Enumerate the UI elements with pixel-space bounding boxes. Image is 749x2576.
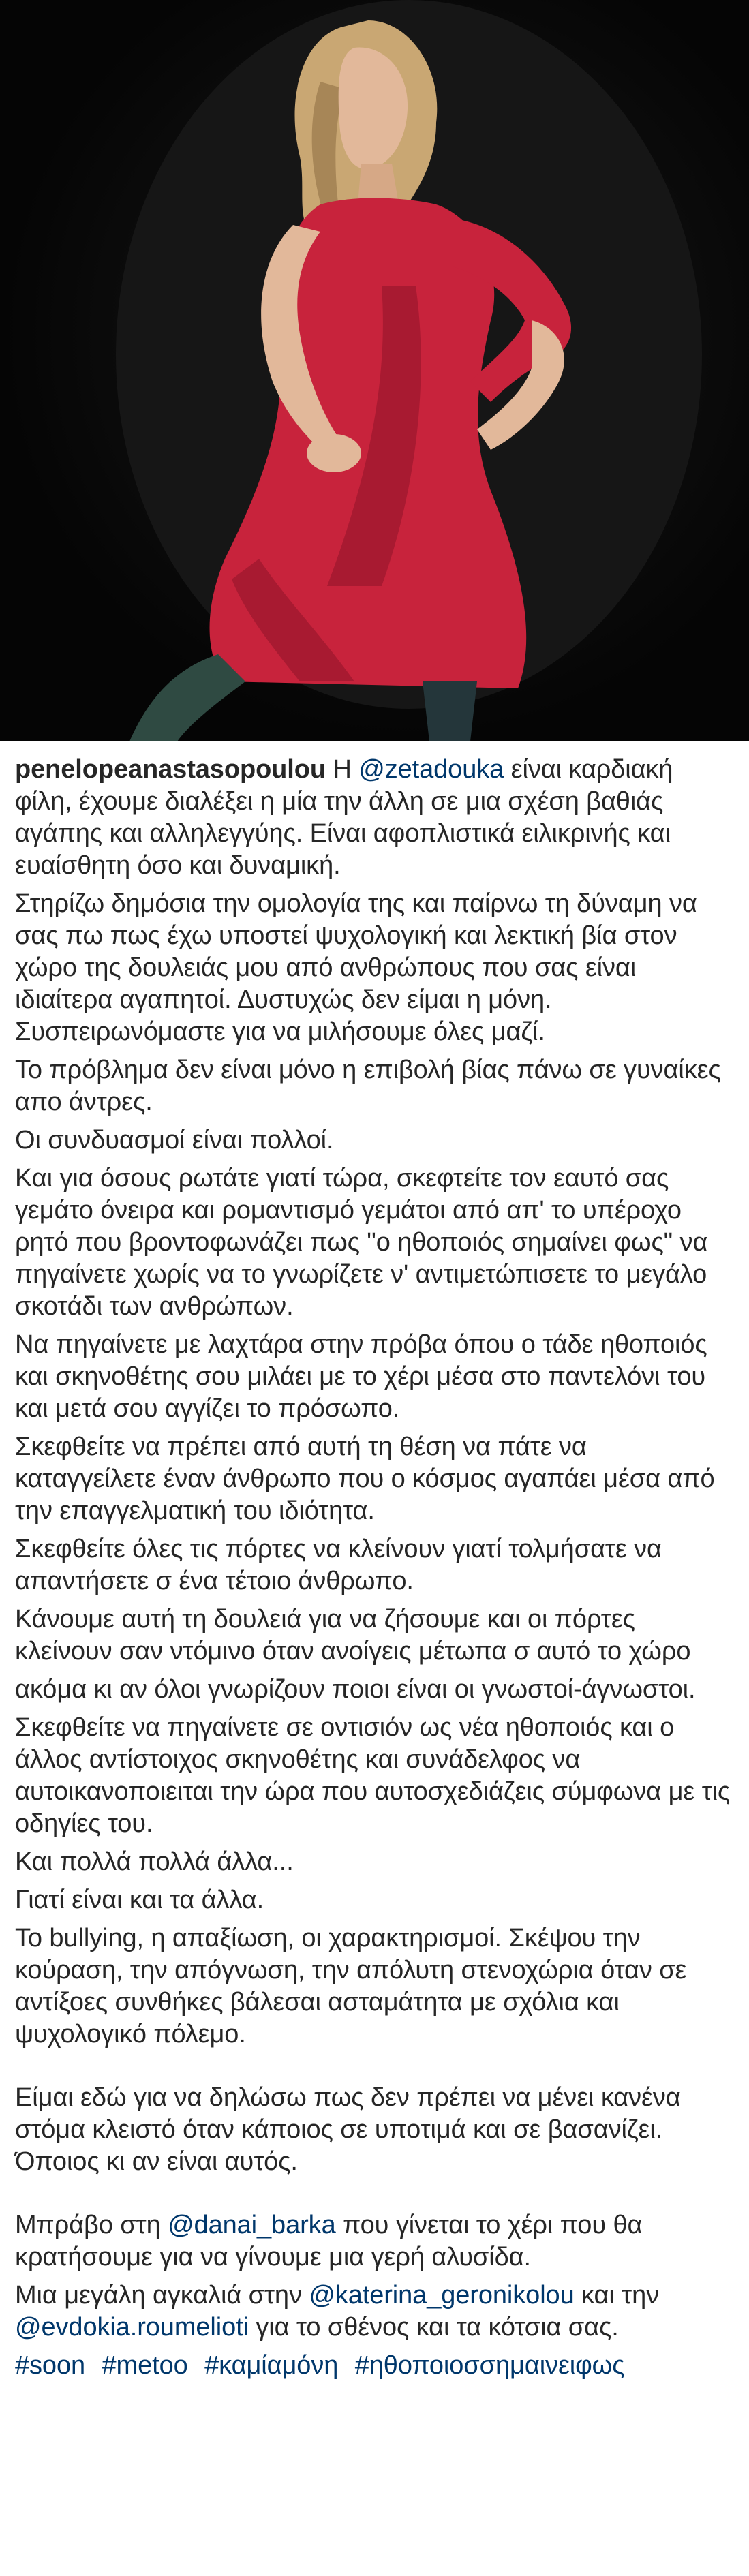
caption-paragraph: Είμαι εδώ για να δηλώσω πως δεν πρέπει να μένει κανένα στόμα κλειστό όταν κάποιος σε υποτιμά και σε βασανίζει. Όποιος κι αν είναι αυτός. (15, 2083, 681, 2176)
caption-text: Μπράβο στη (15, 2211, 168, 2239)
caption-paragraph: ακόμα κι αν όλοι γνωρίζουν ποιοι είναι οι γνωστοί-άγνωστοι. (15, 1675, 696, 1704)
caption-paragraph: Και πολλά πολλά άλλα... (15, 1847, 294, 1876)
hashtag-link[interactable]: #metoo (102, 2351, 188, 2380)
mention-link[interactable]: @danai_barka (168, 2211, 336, 2239)
mention-link[interactable]: @katerina_geronikolou (309, 2281, 575, 2310)
caption-paragraph: Κάνουμε αυτή τη δουλειά για να ζήσουμε και οι πόρτες κλείνουν σαν ντόμινο όταν ανοίγεις μέτωπα σ αυτό το χώρο (15, 1605, 691, 1666)
caption-paragraph: Το πρόβλημα δεν είναι μόνο η επιβολή βίας πάνω σε γυναίκες απο άντρες. (15, 1056, 721, 1116)
caption-paragraph: Σκεφθείτε να πηγαίνετε σε οντισιόν ως νέα ηθοποιός και ο άλλος αντίστοιχος σκηνοθέτης και συνάδελφος να αυτοικανοποιειται την ώρα που αυτοσχεδιάζεις σύμφωνα με τις οδηγίες του. (15, 1713, 731, 1838)
mention-link[interactable]: @zetadouka (358, 755, 504, 784)
caption-text: είναι καρδιακή φίλη, έχουμε διαλέξει η μία την άλλη σε μια σχέση βαθιάς αγάπης και αλληλεγγύης. Είναι αφοπλιστικά ειλικρινής και ευαίσθητη όσο και δυναμική. (15, 755, 673, 880)
caption-paragraph: Στηρίζω δημόσια την ομολογία της και παίρνω τη δύναμη να σας πω πως έχω υποστεί ψυχολογική και λεκτική βία στον χώρο της δουλειάς μου από ανθρώπους που σας είναι ιδιαίτερα αγαπητοί. Δυστυχώς δεν είμαι η μόνη. Συσπειρωνόμαστε για να μιλήσουμε όλες μαζί. (15, 889, 697, 1046)
post-caption (0, 741, 749, 2576)
caption-text: Η (325, 755, 359, 784)
post-username[interactable]: penelopeanastasopoulou (15, 755, 326, 784)
caption-paragraph: Οι συνδυασμοί είναι πολλοί. (15, 1126, 334, 1154)
photo-illustration (0, 0, 749, 741)
post-photo[interactable] (0, 0, 749, 741)
hashtag-list (15, 2350, 734, 2382)
caption-paragraph: Σκεφθείτε όλες τις πόρτες να κλείνουν γιατί τολμήσατε να απαντήσετε σ ένα τέτοιο άνθρωπο. (15, 1535, 662, 1595)
caption-paragraph: Σκεφθείτε να πρέπει από αυτή τη θέση να πάτε να καταγγείλετε έναν άνθρωπο που ο κόσμος αγαπάει μέσα από την επαγγελματική του ιδιότητα. (15, 1432, 715, 1525)
hashtag-link[interactable]: #ηθοποιοσσημαινειφως (354, 2351, 625, 2380)
caption-paragraph-bravo (15, 2209, 734, 2273)
caption-paragraph: Το bullying, η απαξίωση, οι χαρακτηρισμοί. Σκέψου την κούραση, την απόγνωση, την απόλυτη στενοχώρια όταν σε αντίξοες συνθήκες βάλεσαι ασταμάτητα με σχόλια και ψυχολογικό πόλεμο. (15, 1924, 687, 2049)
caption-paragraph-intro (15, 754, 734, 882)
hashtag-link[interactable]: #καμίαμόνη (204, 2351, 339, 2380)
caption-paragraph: Να πηγαίνετε με λαχτάρα στην πρόβα όπου ο τάδε ηθοποιός και σκηνοθέτης σου μιλάει με το χέρι μέσα στο παντελόνι του και μετά σου αγγίζει το πρόσωπο. (15, 1330, 707, 1423)
caption-paragraph: Γιατί είναι και τα άλλα. (15, 1886, 264, 1914)
caption-paragraph-hug (15, 2280, 734, 2344)
caption-text: για το σθένος και τα κότσια σας. (248, 2313, 619, 2342)
mention-link[interactable]: @evdokia.roumelioti (15, 2313, 249, 2342)
caption-paragraph: Και για όσους ρωτάτε γιατί τώρα, σκεφτείτε τον εαυτό σας γεμάτο όνειρα και ρομαντισμό γεμάτοι από απ' το υπέροχο ρητό που βροντοφωνάζει πως "ο ηθοποιός σημαίνει φως" να πηγαίνετε χωρίς να το γνωρίζετε ν' αντιμετώπισετε το μεγάλο σκοτάδι των ανθρώπων. (15, 1164, 708, 1321)
hashtag-link[interactable]: #soon (15, 2351, 86, 2380)
caption-text: Μια μεγάλη αγκαλιά στην (15, 2281, 309, 2310)
caption-text: και την (574, 2281, 660, 2310)
caption-text: που γίνεται το χέρι που θα κρατήσουμε για να γίνουμε μια γερή αλυσίδα. (15, 2211, 643, 2271)
